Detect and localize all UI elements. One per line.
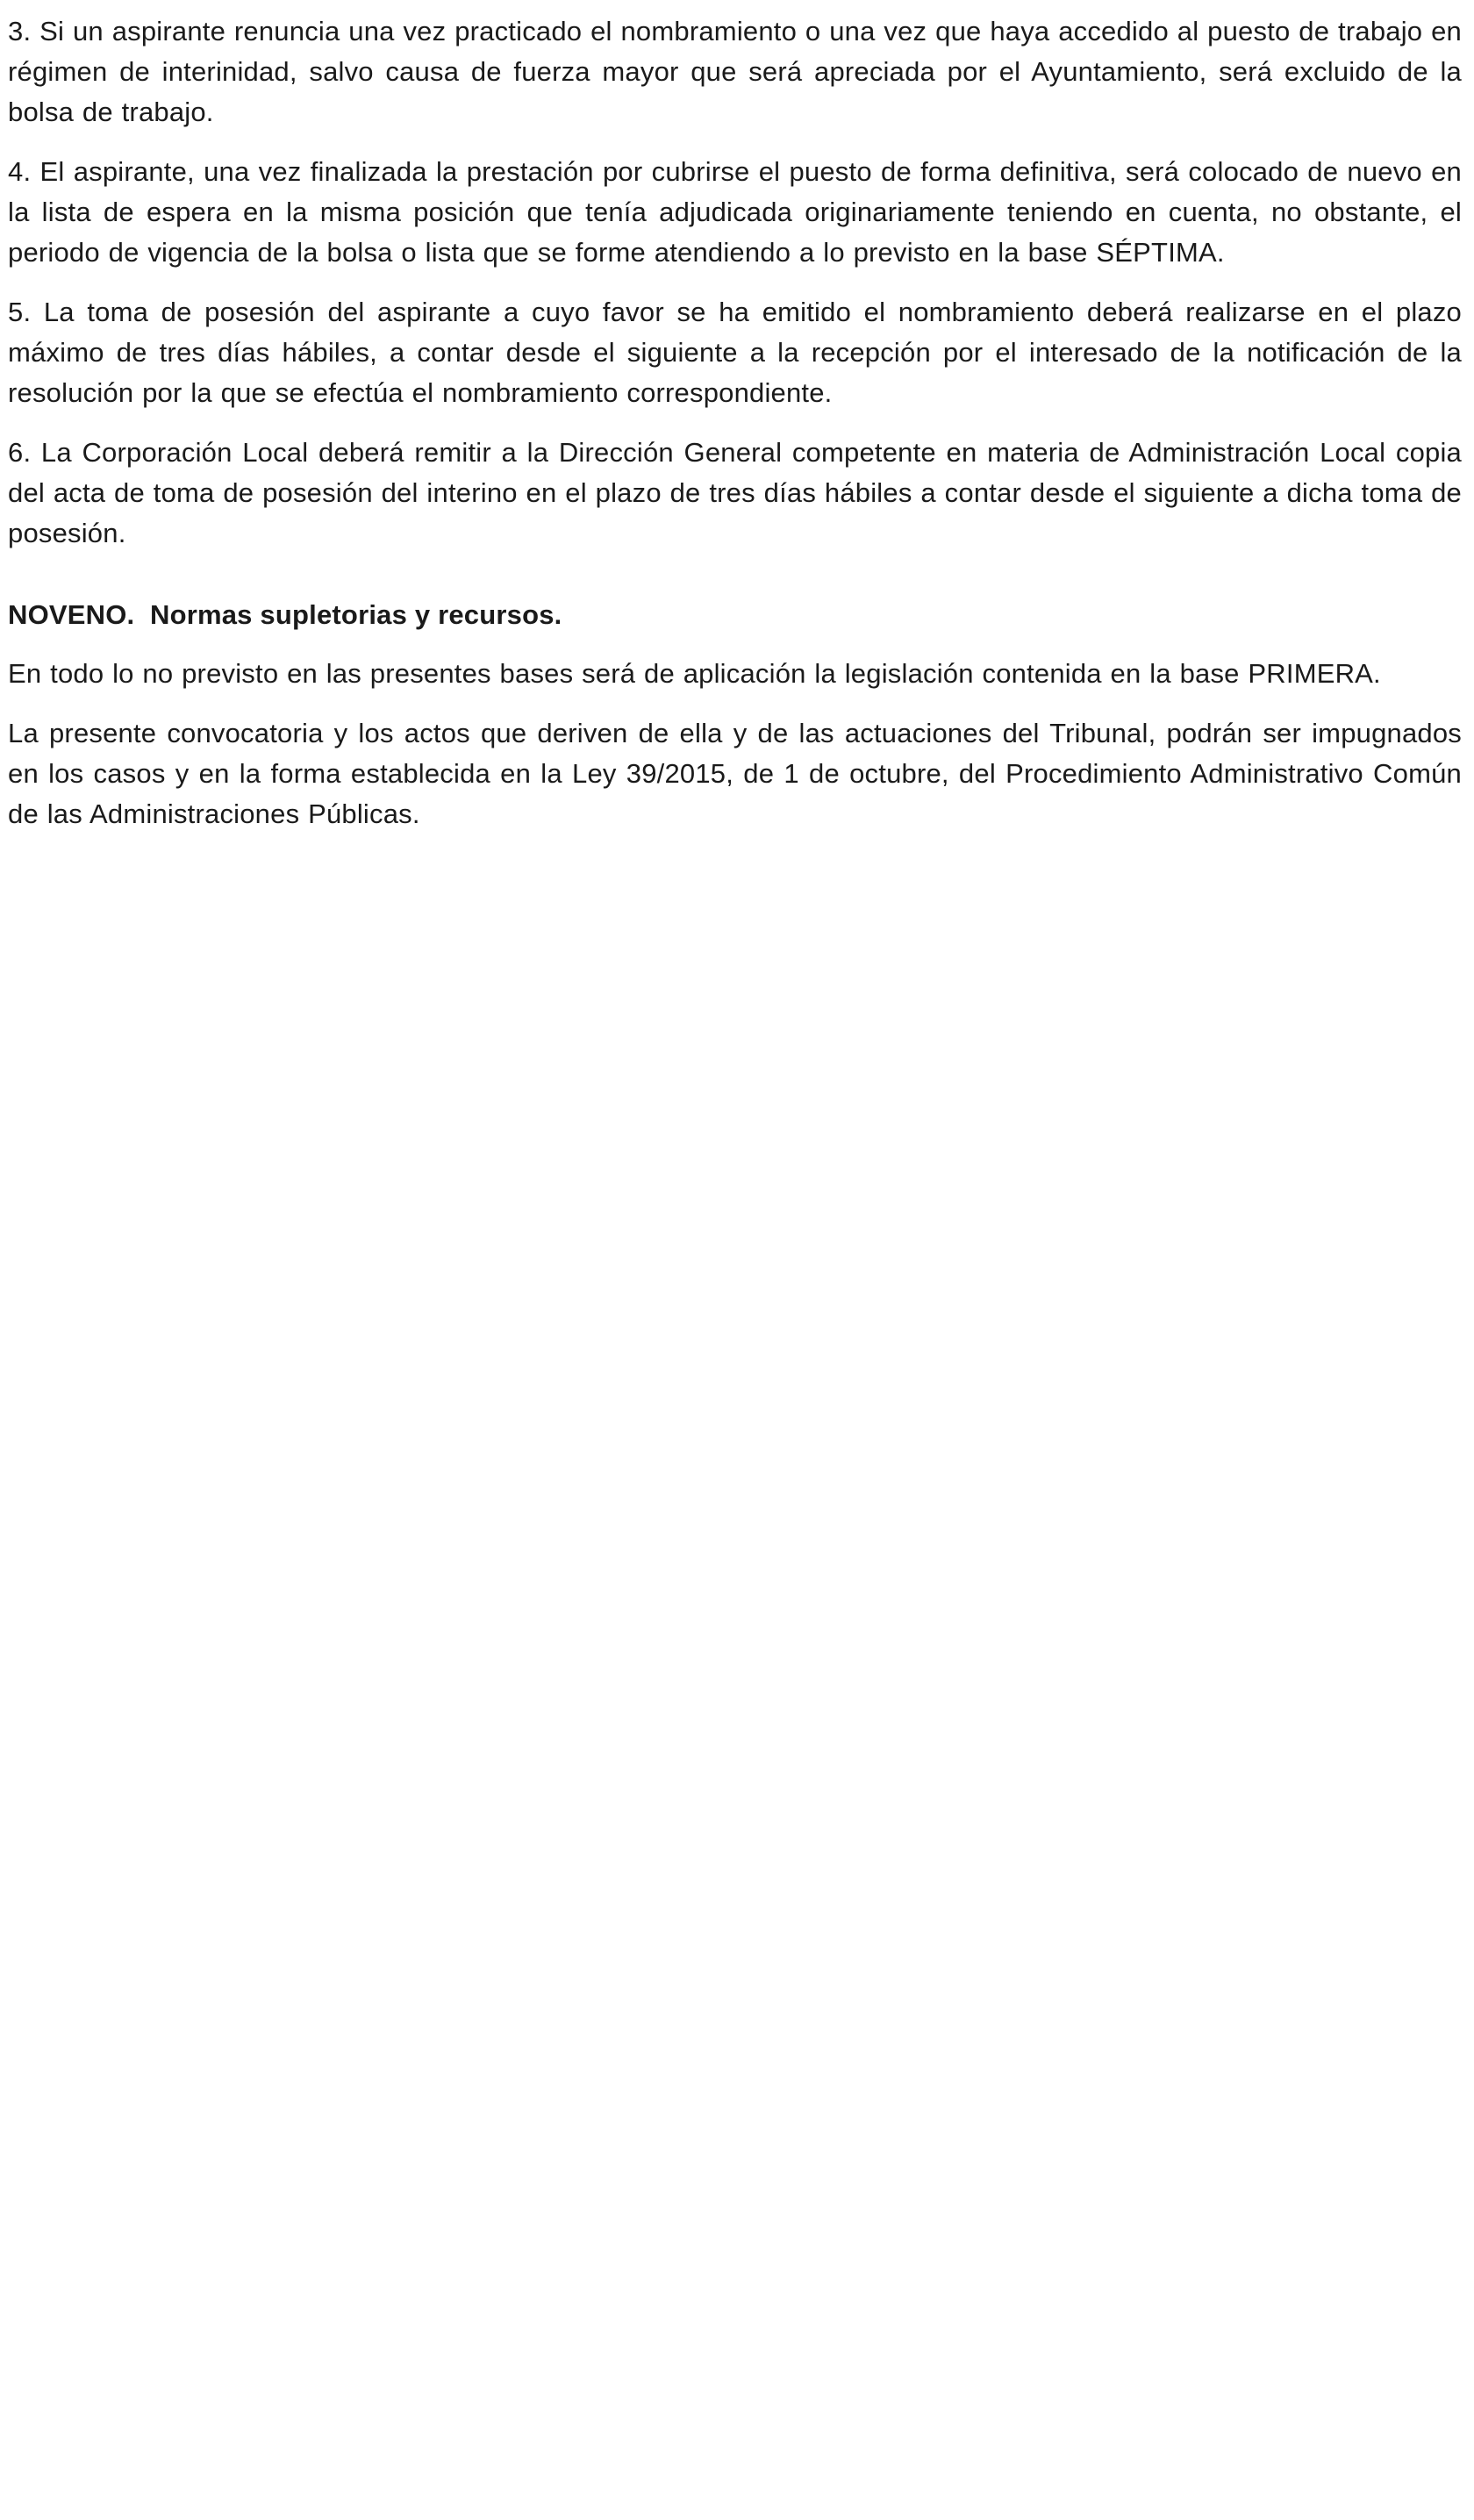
paragraph-supletorias-1: En todo lo no previsto en las presentes bases será de aplicación la legislación contenida en la base PRIMERA.: [8, 658, 1381, 689]
paragraph-clause-4: 4. El aspirante, una vez finalizada la prestación por cubrirse el puesto de forma definitiva, será colocado de nuevo en la lista de espera en la misma posición que tenía adjudicada originariamente teniendo en cuenta, no obstante, el periodo de vigencia de la bolsa o lista que se forme atendiendo a lo previsto en la base SÉPTIMA.: [8, 156, 1462, 268]
paragraph-supletorias-2: La presente convocatoria y los actos que deriven de ella y de las actuaciones del Tribunal, podrán ser impugnados en los casos y en la forma establecida en la Ley 39/2015, de 1 de octubre, del Procedimiento Administrativo Común de las Administraciones Públicas.: [8, 718, 1462, 829]
section-heading-noveno: NOVENO. Normas supletorias y recursos.: [8, 599, 562, 630]
paragraph-clause-5: 5. La toma de posesión del aspirante a cuyo favor se ha emitido el nombramiento deberá realizarse en el plazo máximo de tres días hábiles, a contar desde el siguiente a la recepción por el interesado de la notificación de la resolución por la que se efectúa el nombramiento correspondiente.: [8, 297, 1462, 408]
paragraph-clause-3: 3. Si un aspirante renuncia una vez practicado el nombramiento o una vez que haya accedido al puesto de trabajo en régimen de interinidad, salvo causa de fuerza mayor que será apreciada por el Ayuntamiento, será excluido de la bolsa de trabajo.: [8, 16, 1462, 127]
paragraph-clause-6: 6. La Corporación Local deberá remitir a la Dirección General competente en materia de Administración Local copia del acta de toma de posesión del interino en el plazo de tres días hábiles a contar desde el siguiente a dicha toma de posesión.: [8, 437, 1462, 548]
